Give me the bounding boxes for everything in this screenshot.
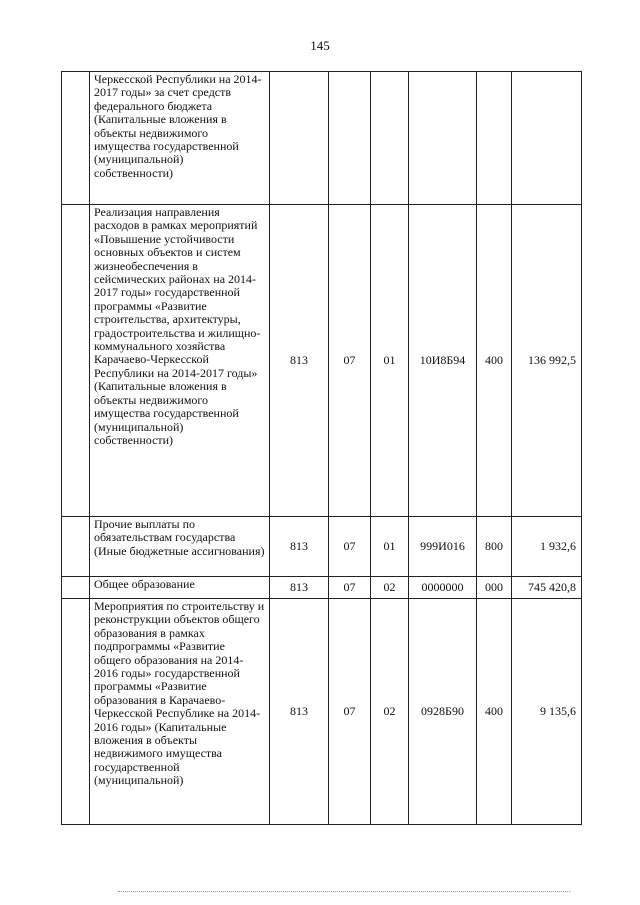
- section-code-cell: 07: [329, 205, 371, 517]
- ministry-code-cell: 813: [270, 517, 329, 577]
- row-number-cell: [62, 599, 90, 825]
- target-code-cell: 10И8Б94: [409, 205, 477, 517]
- expense-name-cell: Общее образование: [90, 577, 270, 599]
- expense-name-cell: Прочие выплаты по обязательствам государства (Иные бюджетные ассигнования): [90, 517, 270, 577]
- subsection-code-cell: [371, 72, 409, 205]
- row-number-cell: [62, 517, 90, 577]
- subsection-code-cell: 02: [371, 599, 409, 825]
- table-row: [62, 599, 582, 825]
- amount-cell: 1 932,6: [512, 517, 582, 577]
- amount-cell: 136 992,5: [512, 205, 582, 517]
- row-number-cell: [62, 205, 90, 517]
- expense-name-cell: Мероприятия по строительству и реконструкции объектов общего образования в рамках подпрограммы «Развитие общего образования на 2014-2016 годы» государственной программы «Развитие образования в Карачаево-Черкесской Республике на 2014-2016 годы» (Капитальные вложения в объекты недвижимого имущества государственной (муниципальной): [90, 599, 270, 825]
- section-code-cell: 07: [329, 577, 371, 599]
- expense-type-cell: 800: [477, 517, 512, 577]
- target-code-cell: [409, 72, 477, 205]
- expense-type-cell: [477, 72, 512, 205]
- amount-cell: [512, 72, 582, 205]
- budget-table: [61, 71, 582, 825]
- expense-type-cell: 400: [477, 599, 512, 825]
- table-row: [62, 205, 582, 517]
- target-code-cell: 999И016: [409, 517, 477, 577]
- expense-type-cell: 400: [477, 205, 512, 517]
- table-row: [62, 577, 582, 599]
- ministry-code-cell: [270, 72, 329, 205]
- row-number-cell: [62, 72, 90, 205]
- expense-name-cell: Реализация направления расходов в рамках мероприятий «Повышение устойчивости основных объектов и систем жизнеобеспечения в сейсмических районах на 2014-2017 годы» государственной программы «Развитие строительства, архитектуры, градостроительства и жилищно-коммунального хозяйства Карачаево-Черкесской Республики на 2014-2017 годы» (Капитальные вложения в объекты недвижимого имущества государственной (муниципальной) собственности): [90, 205, 270, 517]
- subsection-code-cell: 01: [371, 205, 409, 517]
- page-number: 145: [310, 38, 330, 53]
- target-code-cell: 0000000: [409, 577, 477, 599]
- ministry-code-cell: 813: [270, 599, 329, 825]
- scan-bottom-rule: [118, 891, 570, 892]
- amount-cell: 745 420,8: [512, 577, 582, 599]
- section-code-cell: 07: [329, 517, 371, 577]
- ministry-code-cell: 813: [270, 577, 329, 599]
- row-number-cell: [62, 577, 90, 599]
- expense-name-cell: Черкесской Республики на 2014-2017 годы» за счет средств федерального бюджета (Капитальные вложения в объекты недвижимого имущества государственной (муниципальной) собственности): [90, 72, 270, 205]
- amount-cell: 9 135,6: [512, 599, 582, 825]
- table-row: [62, 517, 582, 577]
- target-code-cell: 0928Б90: [409, 599, 477, 825]
- subsection-code-cell: 02: [371, 577, 409, 599]
- subsection-code-cell: 01: [371, 517, 409, 577]
- section-code-cell: 07: [329, 599, 371, 825]
- section-code-cell: [329, 72, 371, 205]
- expense-type-cell: 000: [477, 577, 512, 599]
- ministry-code-cell: 813: [270, 205, 329, 517]
- table-row: [62, 72, 582, 205]
